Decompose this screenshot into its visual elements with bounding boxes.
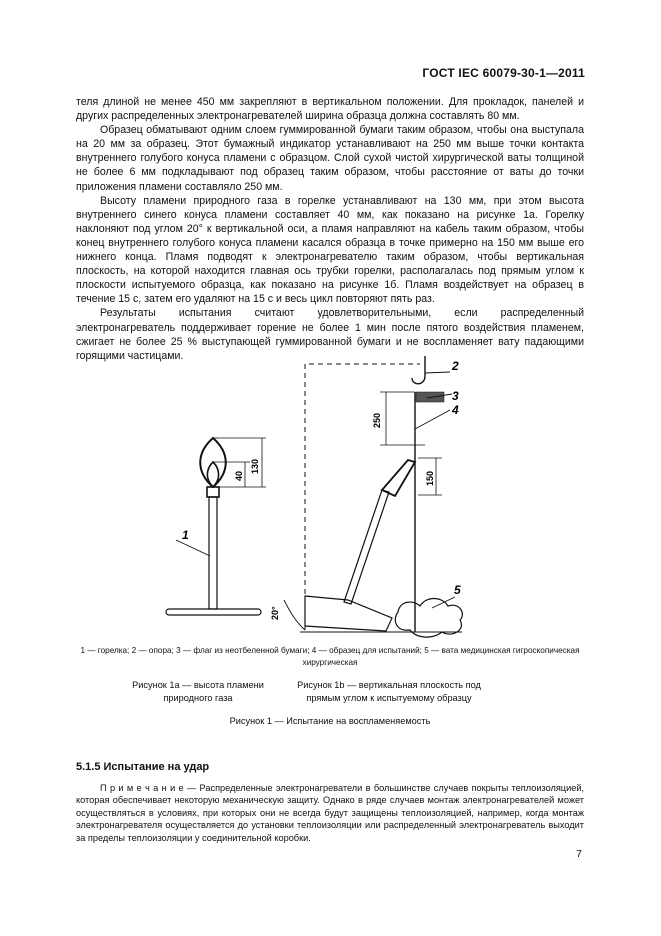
burner-tube (209, 497, 217, 609)
standard-code: ГОСТ IEC 60079-30-1—2011 (422, 66, 585, 80)
section-heading: 5.1.5 Испытание на удар (76, 761, 210, 773)
flame-inner-cone (207, 462, 218, 487)
cone-height-dim: 40 (234, 470, 244, 481)
caption-figure-1b: Рисунок 1b — вертикальная плоскость под прямым углом к испытуемому образцу (297, 680, 481, 703)
burner-base (166, 609, 261, 615)
inclined-burner-base (305, 596, 392, 631)
note (76, 782, 584, 844)
label-flag: 3 (452, 389, 459, 403)
figure-legend: 1 — горелка; 2 — опора; 3 — флаг из неотбеленной бумаги; 4 — образец для испытаний; 5 — вата медицинская гигроскопическая хирургическая (80, 646, 580, 667)
caption-figure-1a: Рисунок 1а — высота пламени природного газа (132, 680, 264, 703)
flammability-test-figure (150, 350, 510, 640)
page-number: 7 (576, 848, 582, 860)
paragraph: Высоту пламени природного газа в горелке устанавливают на 130 мм, при этом высота внутреннего синего конуса пламени составляет 40 мм, как показано на рисунке 1а. Горелку наклоняют под углом 20° к вертикальной оси, а пламя направляют на кабель таким образом, чтобы конец внутреннего голубого конуса пламени касался образца в точке примерно на 150 мм выше его нижнего конца. Пламя подводят к электронагревателю таким образом, чтобы вертикальная плоскость, на которой находится главная ось трубки горелки, располагалась под прямым углом к плоскости испытуемого образца, как показано на рисунке 1б. Пламя воздействует на образец в течение 15 с, затем его удаляют на 15 с и весь цикл повторяют пять раз. (76, 194, 584, 306)
flame-height-dim: 130 (250, 458, 260, 474)
dashed-frame (305, 364, 420, 630)
paragraph: Образец обматывают одним слоем гуммированной бумаги таким образом, чтобы она выступала на 20 мм за образец. Этот бумажный индикатор устанавливают на 250 мм выше точки контакта внутреннего голубого конуса пламени с образцом. Слой сухой чистой хирургической ваты толщиной не более 6 мм подкладывают под образец таким образом, чтобы расстояние от ваты до точки приложения пламени составляло 250 мм. (76, 124, 584, 193)
figure-drawing (150, 350, 510, 640)
inclined-flame (382, 460, 415, 496)
angle-dim: 20° (270, 606, 280, 620)
label-support: 2 (452, 359, 459, 373)
burner-nozzle (207, 487, 219, 497)
paragraph: теля длиной не менее 450 мм закрепляют в вертикальном положении. Для прокладок, панелей и других распределенных электронагревателей ширина образца должна составлять 80 мм. (76, 96, 584, 123)
inclined-tube (344, 490, 389, 604)
cotton-wool (395, 599, 462, 638)
label-cotton: 5 (454, 583, 461, 597)
paragraph: Результаты испытания считают удовлетворительными, если распределенный электронагреватель поддерживает горение не более 1 мин после пятого воздействия пламенем, сжигает не более 25 % выступающей гуммированной бумаги и не воспламеняет вату падающими горящими частицами. (76, 307, 584, 362)
body-text (76, 95, 584, 363)
paper-flag (416, 392, 444, 402)
label-sample: 4 (452, 403, 459, 417)
figure-title: Рисунок 1 — Испытание на воспламеняемость (229, 716, 431, 726)
indicator-height-dim: 250 (372, 412, 382, 428)
angle-arc (284, 600, 305, 630)
label-burner: 1 (182, 528, 189, 542)
test-arrangement-diagram (284, 356, 462, 637)
note-text: П р и м е ч а н и е — Распределенные электронагреватели в большинстве случаев покрыты теплоизоляцией, которая обеспечивает некоторую механическую защиту. Однако в ряде случаев монтаж электронагревателей может осуществляться в условиях, при которых они не всегда будут защищены теплоизоляцией, например, когда монтаж электронагревателя осуществляется до установки теплоизоляции или распределенный электронагреватель выходит за пределы теплоизоляции у соединительной коробки. (76, 783, 584, 843)
contact-height-dim: 150 (425, 470, 435, 486)
